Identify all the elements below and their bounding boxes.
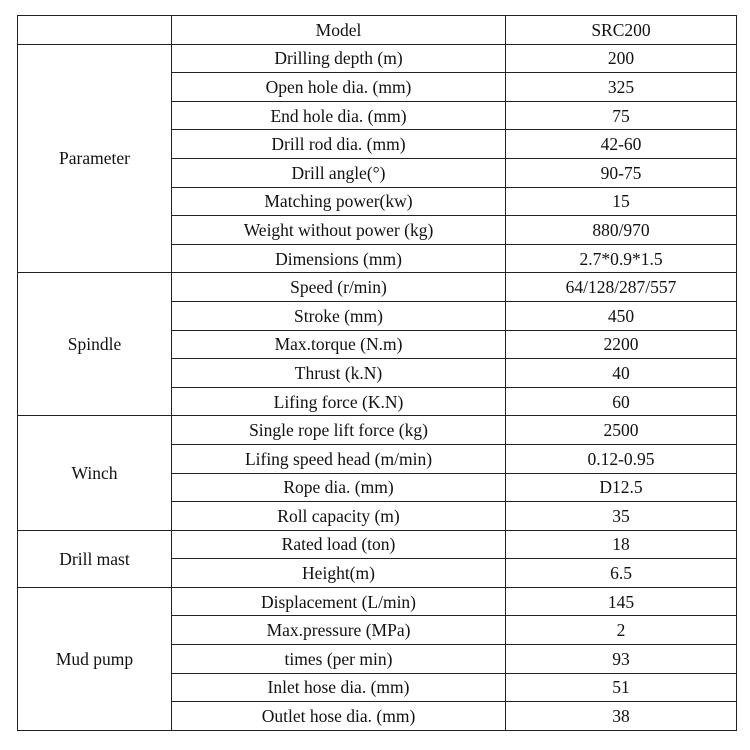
parameter-value-cell: 18 [506, 530, 737, 559]
parameter-label-cell: Inlet hose dia. (mm) [172, 673, 506, 702]
parameter-label-cell: Outlet hose dia. (mm) [172, 702, 506, 731]
parameter-value-cell: 2500 [506, 416, 737, 445]
parameter-value-cell: 200 [506, 44, 737, 73]
parameter-value-cell: 38 [506, 702, 737, 731]
parameter-value-cell: 0.12-0.95 [506, 444, 737, 473]
parameter-label-cell: Weight without power (kg) [172, 216, 506, 245]
parameter-value-cell: 2.7*0.9*1.5 [506, 244, 737, 273]
parameter-value-cell: 325 [506, 73, 737, 102]
group-name-cell: Spindle [18, 273, 172, 416]
parameter-label-cell: Roll capacity (m) [172, 502, 506, 531]
spec-table [17, 15, 737, 731]
parameter-value-cell: 40 [506, 359, 737, 388]
parameter-label-cell: Dimensions (mm) [172, 244, 506, 273]
parameter-label-cell: Rated load (ton) [172, 530, 506, 559]
parameter-value-cell: 450 [506, 301, 737, 330]
group-name-cell: Parameter [18, 44, 172, 273]
table-row-model [18, 16, 737, 45]
parameter-label-cell: Drilling depth (m) [172, 44, 506, 73]
model-label: Model [172, 16, 506, 45]
parameter-value-cell: 42-60 [506, 130, 737, 159]
parameter-value-cell: 90-75 [506, 158, 737, 187]
table-row [18, 587, 737, 616]
parameter-value-cell: 64/128/287/557 [506, 273, 737, 302]
parameter-value-cell: 6.5 [506, 559, 737, 588]
parameter-label-cell: Matching power(kw) [172, 187, 506, 216]
parameter-label-cell: Open hole dia. (mm) [172, 73, 506, 102]
table-row [18, 530, 737, 559]
parameter-label-cell: End hole dia. (mm) [172, 101, 506, 130]
parameter-label-cell: Thrust (k.N) [172, 359, 506, 388]
table-row [18, 416, 737, 445]
parameter-label-cell: Max.pressure (MPa) [172, 616, 506, 645]
parameter-value-cell: 35 [506, 502, 737, 531]
parameter-label-cell: Lifing force (K.N) [172, 387, 506, 416]
table-row [18, 273, 737, 302]
parameter-value-cell: 145 [506, 587, 737, 616]
parameter-label-cell: Max.torque (N.m) [172, 330, 506, 359]
parameter-label-cell: Drill angle(°) [172, 158, 506, 187]
parameter-value-cell: 2 [506, 616, 737, 645]
parameter-label-cell: Height(m) [172, 559, 506, 588]
parameter-value-cell: 15 [506, 187, 737, 216]
parameter-value-cell: 880/970 [506, 216, 737, 245]
parameter-label-cell: Stroke (mm) [172, 301, 506, 330]
parameter-value-cell: D12.5 [506, 473, 737, 502]
parameter-value-cell: 51 [506, 673, 737, 702]
group-name-cell: Drill mast [18, 530, 172, 587]
parameter-value-cell: 93 [506, 645, 737, 674]
parameter-label-cell: times (per min) [172, 645, 506, 674]
parameter-value-cell: 75 [506, 101, 737, 130]
parameter-label-cell: Rope dia. (mm) [172, 473, 506, 502]
group-name-cell: Winch [18, 416, 172, 530]
parameter-value-cell: 60 [506, 387, 737, 416]
model-value: SRC200 [506, 16, 737, 45]
parameter-value-cell: 2200 [506, 330, 737, 359]
parameter-label-cell: Single rope lift force (kg) [172, 416, 506, 445]
parameter-label-cell: Drill rod dia. (mm) [172, 130, 506, 159]
spec-table-body [18, 16, 737, 731]
parameter-label-cell: Lifing speed head (m/min) [172, 444, 506, 473]
header-empty-cell [18, 16, 172, 45]
parameter-label-cell: Displacement (L/min) [172, 587, 506, 616]
table-row [18, 44, 737, 73]
group-name-cell: Mud pump [18, 587, 172, 730]
parameter-label-cell: Speed (r/min) [172, 273, 506, 302]
